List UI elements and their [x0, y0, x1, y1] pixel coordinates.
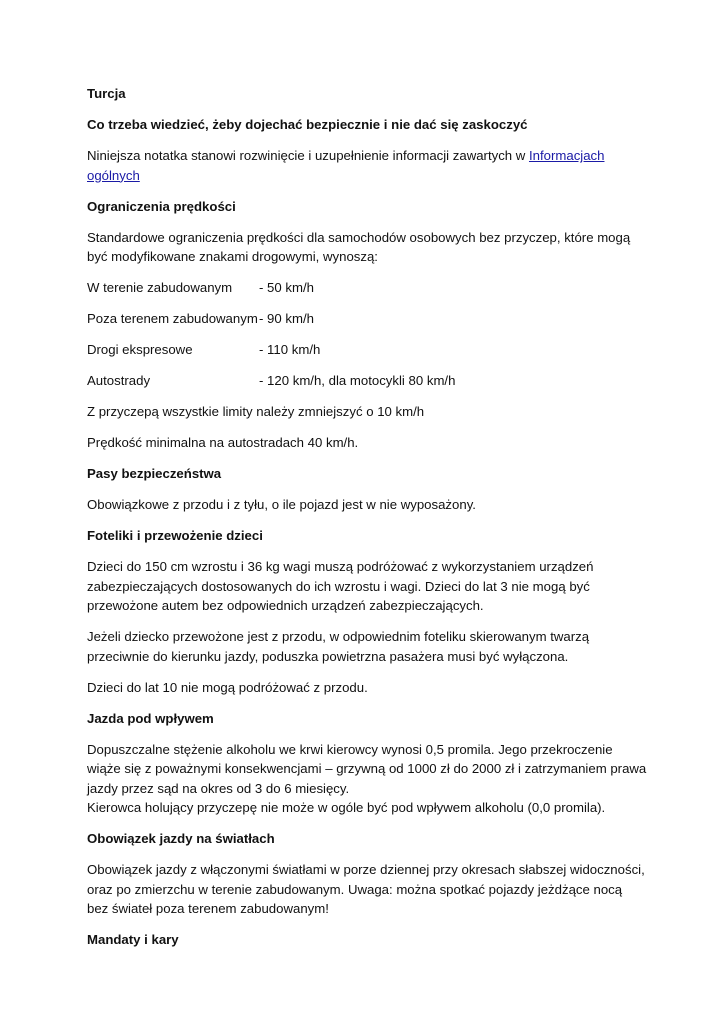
document-page	[87, 84, 647, 961]
speed-row-value: - 50 km/h	[259, 280, 314, 295]
trailer-note: Z przyczepą wszystkie limity należy zmniejszyć o 10 km/h	[87, 404, 425, 419]
fines-heading: Mandaty i kary	[87, 932, 179, 947]
speed-row	[87, 340, 647, 360]
children-paragraph-2: Jeżeli dziecko przewożone jest z przodu, w odpowiednim foteliku skierowanym twarzą przeciwnie do kierunku jazdy, poduszka powietrzna pasażera musi być wyłączona.	[87, 629, 590, 664]
alcohol-paragraph	[87, 740, 647, 818]
belts-text: Obowiązkowe z przodu i z tyłu, o ile pojazd jest w nie wyposażony.	[87, 497, 476, 512]
children-heading: Foteliki i przewożenie dzieci	[87, 528, 263, 543]
belts-heading: Pasy bezpieczeństwa	[87, 466, 222, 481]
speed-row	[87, 278, 647, 298]
speed-row	[87, 371, 647, 391]
speed-row-label: Poza terenem zabudowanym	[87, 311, 258, 326]
doc-title: Turcja	[87, 86, 126, 101]
speed-heading: Ograniczenia prędkości	[87, 198, 236, 214]
intro-text: Niniejsza notatka stanowi rozwinięcie i uzupełnienie informacji zawartych w	[87, 148, 529, 163]
minimum-speed-note: Prędkość minimalna na autostradach 40 km/h.	[87, 435, 359, 450]
speed-row	[87, 309, 647, 329]
alcohol-text-1: Dopuszczalne stężenie alkoholu we krwi kierowcy wynosi 0,5 promila. Jego przekroczenie wiąże się z poważnymi konsekwencjami – grzywną od 1000 zł do 2000 zł i zatrzymaniem prawa jazdy przez sąd na okres od 3 do 6 miesięcy.	[87, 741, 647, 796]
speed-row-label: Autostrady	[87, 373, 151, 388]
children-paragraph-3: Dzieci do lat 10 nie mogą podróżować z przodu.	[87, 679, 368, 695]
speed-row-label: W terenie zabudowanym	[87, 280, 233, 295]
speed-row-label: Drogi ekspresowe	[87, 342, 193, 357]
lights-heading: Obowiązek jazdy na światłach	[87, 831, 275, 846]
alcohol-text-2: Kierowca holujący przyczepę nie może w ogóle być pod wpływem alkoholu (0,0 promila).	[87, 800, 606, 815]
lights-text: Obowiązek jazdy z włączonymi światłami w porze dziennej przy okresach słabszej widoczności, oraz po zmierzchu w terenie zabudowanym. Uwaga: można spotkać pojazdy jeżdżące nocą bez świateł poza terenem zabudowanym!	[87, 862, 645, 916]
speed-row-value: - 120 km/h, dla motocykli 80 km/h	[259, 373, 456, 388]
speed-row-value: - 110 km/h	[259, 342, 321, 357]
doc-subtitle: Co trzeba wiedzieć, żeby dojechać bezpiecznie i nie dać się zaskoczyć	[87, 117, 528, 132]
speed-intro: Standardowe ograniczenia prędkości dla samochodów osobowych bez przyczep, które mogą być modyfikowane znakami drogowymi, wynoszą:	[87, 229, 631, 264]
alcohol-heading: Jazda pod wpływem	[87, 710, 214, 726]
intro-paragraph	[87, 146, 647, 185]
general-info-link[interactable]: Informacjach ogólnych	[87, 148, 605, 183]
speed-row-value: - 90 km/h	[259, 311, 314, 326]
children-paragraph-1: Dzieci do 150 cm wzrostu i 36 kg wagi muszą podróżować z wykorzystaniem urządzeń zabezpieczających dostosowanych do ich wzrostu i wagi. Dzieci do lat 3 nie mogą być przewożone autem bez odpowiednich urządzeń zabezpieczających.	[87, 559, 594, 613]
